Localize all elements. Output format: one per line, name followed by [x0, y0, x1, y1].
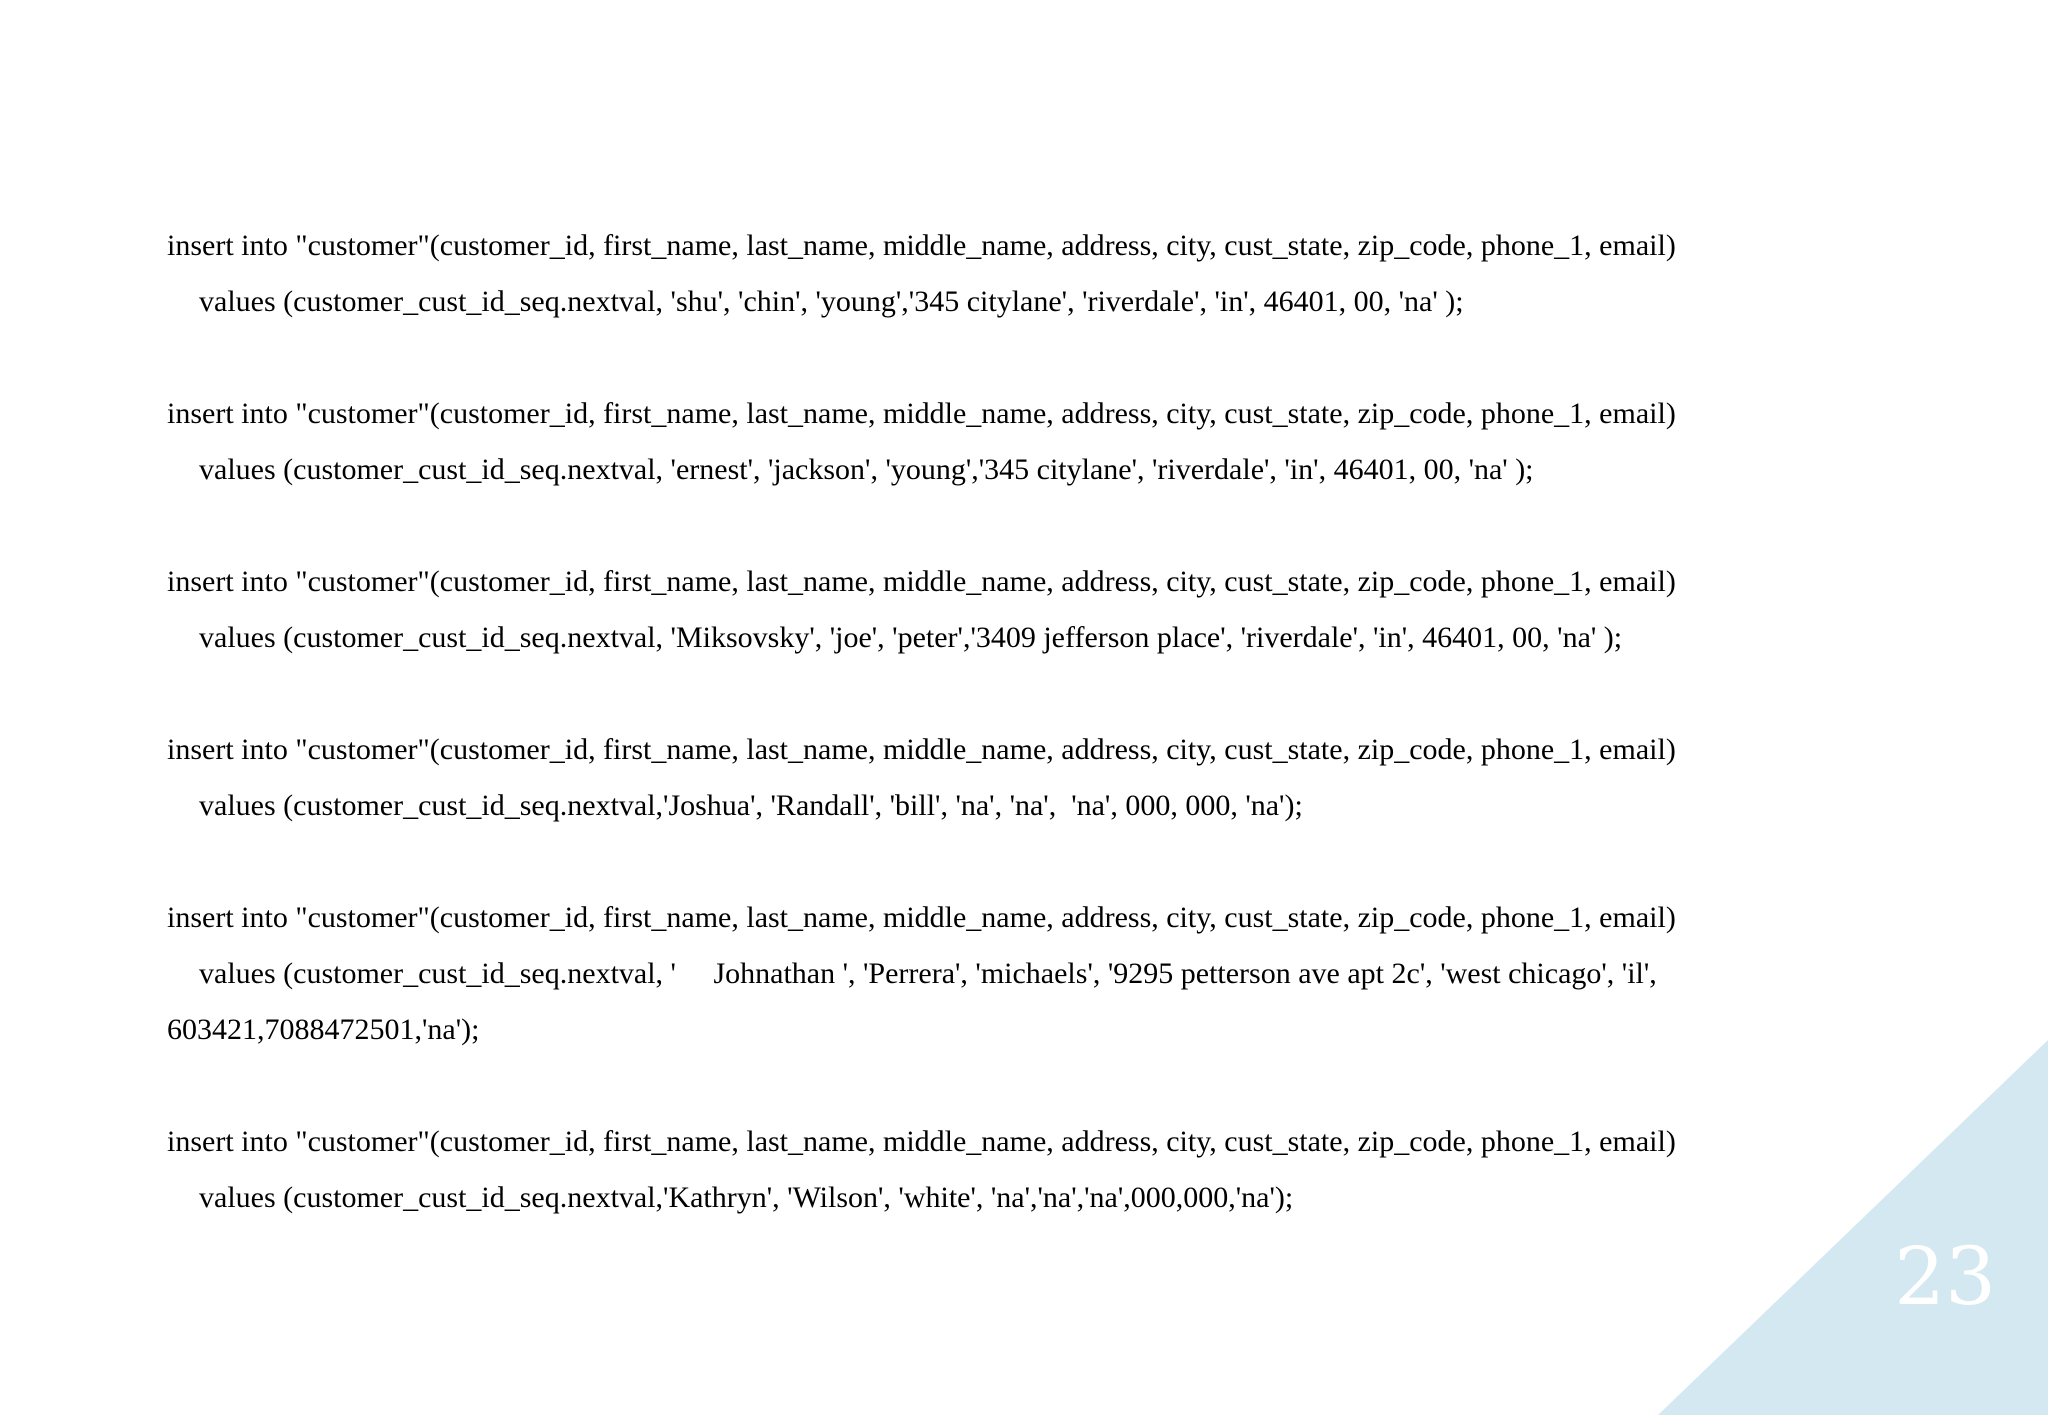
insert-values-line: values (customer_cust_id_seq.nextval, 'shu', 'chin', 'young','345 citylane', 'riverdale', 'in', 46401, 00, 'na' ); [199, 285, 1464, 318]
insert-statement [167, 722, 2027, 834]
insert-columns-line: insert into "customer"(customer_id, first_name, last_name, middle_name, address, city, cust_state, zip_code, phone_1, email) [167, 229, 1676, 262]
insert-values-line: values (customer_cust_id_seq.nextval, ' Johnathan ', 'Perrera', 'michaels', '9295 petterson ave apt 2c', 'west chicago', 'il', [199, 957, 1657, 990]
page-number: 23 [1894, 1230, 1996, 1323]
insert-statement [167, 218, 2027, 330]
insert-columns-line: insert into "customer"(customer_id, first_name, last_name, middle_name, address, city, cust_state, zip_code, phone_1, email) [167, 565, 1676, 598]
insert-values-line: values (customer_cust_id_seq.nextval,'Joshua', 'Randall', 'bill', 'na', 'na', 'na', 000, 000, 'na'); [199, 789, 1303, 822]
insert-columns-line: insert into "customer"(customer_id, first_name, last_name, middle_name, address, city, cust_state, zip_code, phone_1, email) [167, 397, 1676, 430]
insert-statement [167, 890, 2027, 1058]
insert-statement [167, 554, 2027, 666]
insert-columns-line: insert into "customer"(customer_id, first_name, last_name, middle_name, address, city, cust_state, zip_code, phone_1, email) [167, 1125, 1676, 1158]
insert-statement [167, 386, 2027, 498]
insert-columns-line: insert into "customer"(customer_id, first_name, last_name, middle_name, address, city, cust_state, zip_code, phone_1, email) [167, 733, 1676, 766]
sql-insert-statements [167, 218, 2027, 1282]
insert-values-line: values (customer_cust_id_seq.nextval,'Kathryn', 'Wilson', 'white', 'na','na','na',000,000,'na'); [199, 1181, 1294, 1214]
insert-values-continuation-line: 603421,7088472501,'na'); [167, 1013, 480, 1046]
insert-values-line: values (customer_cust_id_seq.nextval, 'Miksovsky', 'joe', 'peter','3409 jefferson place', 'riverdale', 'in', 46401, 00, 'na' ); [199, 621, 1623, 654]
insert-columns-line: insert into "customer"(customer_id, first_name, last_name, middle_name, address, city, cust_state, zip_code, phone_1, email) [167, 901, 1676, 934]
insert-statement [167, 1114, 2027, 1226]
insert-values-line: values (customer_cust_id_seq.nextval, 'ernest', 'jackson', 'young','345 citylane', 'riverdale', 'in', 46401, 00, 'na' ); [199, 453, 1534, 486]
